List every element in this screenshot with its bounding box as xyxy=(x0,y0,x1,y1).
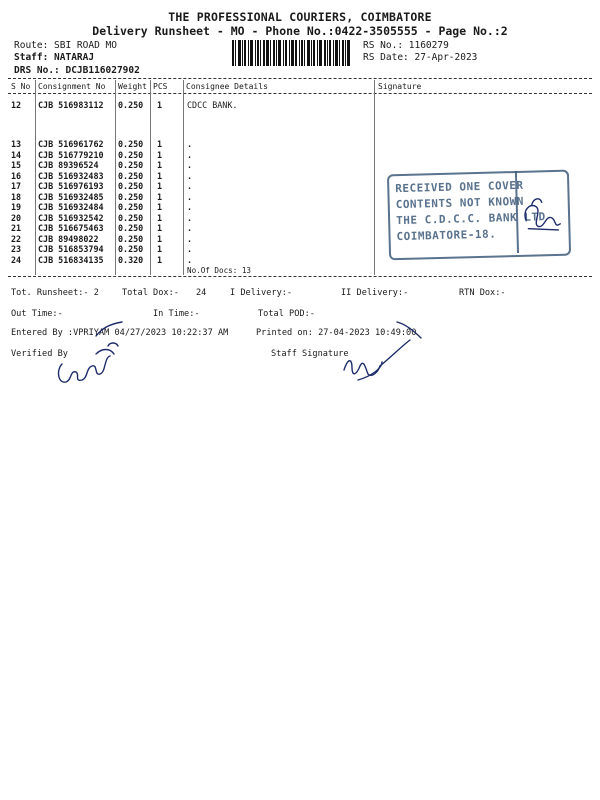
row-consignee: . xyxy=(187,191,193,202)
col-consignment: Consignment No xyxy=(38,82,106,91)
pen-mark-icon xyxy=(92,318,132,340)
row-pcs: 1 xyxy=(157,181,163,191)
row-sno: 13 xyxy=(11,139,22,149)
row-weight: 0.250 xyxy=(118,212,144,223)
table-row xyxy=(0,139,600,149)
row-consignment: CJB 516932485 xyxy=(38,191,104,202)
row-consignment: CJB 89396524 xyxy=(38,160,99,170)
row-pcs: 1 xyxy=(157,160,163,170)
verified-by: Verified By xyxy=(11,349,68,359)
row-weight: 0.320 xyxy=(118,254,144,265)
row-consignee: . xyxy=(187,149,193,160)
row-sno: 22 xyxy=(11,233,22,244)
rtn-dox: RTN Dox:- xyxy=(459,288,506,298)
route-label: Route: SBI ROAD MO xyxy=(14,40,117,51)
total-pod: Total POD:- xyxy=(258,309,315,319)
barcode xyxy=(232,40,356,66)
row-pcs: 1 xyxy=(157,212,163,223)
rs-date: RS Date: 27-Apr-2023 xyxy=(363,52,478,63)
row-weight: 0.250 xyxy=(118,202,144,212)
row-consignment: CJB 516932542 xyxy=(38,212,104,223)
row-consignment: CJB 516983112 xyxy=(38,100,104,110)
col-weight: Weight xyxy=(118,82,147,91)
row-sno: 21 xyxy=(11,223,22,233)
row-weight: 0.250 xyxy=(118,100,144,110)
staff-signature-label: Staff Signature xyxy=(271,349,349,359)
row-consignment: CJB 516834135 xyxy=(38,254,104,265)
row-consignee: . xyxy=(187,254,193,265)
row-pcs: 1 xyxy=(157,170,163,181)
row-sno: 14 xyxy=(11,149,22,160)
row-consignment: CJB 516932483 xyxy=(38,170,104,181)
row-sno: 15 xyxy=(11,160,22,170)
row-weight: 0.250 xyxy=(118,233,144,244)
tot-runsheet: Tot. Runsheet:- 2 xyxy=(11,288,99,298)
row-pcs: 1 xyxy=(157,254,163,265)
pen-mark-icon xyxy=(395,318,425,340)
row-pcs: 1 xyxy=(157,202,163,212)
drs-number: DRS No.: DCJB116027902 xyxy=(14,65,140,76)
row-pcs: 1 xyxy=(157,139,163,149)
rs-number: RS No.: 1160279 xyxy=(363,40,449,51)
row-consignee: . xyxy=(187,170,193,181)
row-sno: 18 xyxy=(11,191,22,202)
col-signature: Signature xyxy=(378,82,422,91)
row-pcs: 1 xyxy=(157,191,163,202)
ii-delivery: II Delivery:- xyxy=(341,288,409,298)
row-consignment: CJB 516779210 xyxy=(38,149,104,160)
row-consignee: . xyxy=(187,160,193,170)
row-consignment: CJB 516976193 xyxy=(38,181,104,191)
row-consignee: . xyxy=(187,223,193,233)
row-consignment: CJB 89498022 xyxy=(38,233,99,244)
bank-receipt-stamp xyxy=(387,170,569,259)
row-weight: 0.250 xyxy=(118,181,144,191)
row-pcs: 1 xyxy=(157,149,163,160)
row-consignment: CJB 516675463 xyxy=(38,223,104,233)
row-consignee: . xyxy=(187,212,193,223)
row-consignment: CJB 516853794 xyxy=(38,244,104,254)
row-sno: 16 xyxy=(11,170,22,181)
row-sno: 19 xyxy=(11,202,22,212)
stamp-signature-icon xyxy=(519,184,564,241)
table-top-rule xyxy=(8,78,592,79)
no-of-docs: No.Of Docs: 13 xyxy=(187,266,252,275)
row-pcs: 1 xyxy=(157,223,163,233)
i-delivery: I Delivery:- xyxy=(230,288,293,298)
in-time: In Time:- xyxy=(153,309,200,319)
row-consignee: . xyxy=(187,139,193,149)
row-sno: 23 xyxy=(11,244,22,254)
printed-on: Printed on: 27-04-2023 10:49:00 xyxy=(256,328,417,338)
row-consignee: . xyxy=(187,181,193,191)
stamp-line-1: RECEIVED ONE COVER xyxy=(395,178,524,196)
row-pcs: 1 xyxy=(157,233,163,244)
company-title: THE PROFESSIONAL COURIERS, COIMBATORE xyxy=(168,10,432,24)
row-consignment: CJB 516932484 xyxy=(38,202,104,212)
stamp-line-2: CONTENTS NOT KNOWN xyxy=(395,194,525,212)
row-weight: 0.250 xyxy=(118,244,144,254)
row-weight: 0.250 xyxy=(118,223,144,233)
entered-by: Entered By :VPRIYAM 04/27/2023 10:22:37 AM xyxy=(11,328,229,338)
row-sno: 24 xyxy=(11,254,22,265)
total-dox-label: Total Dox:- xyxy=(122,288,179,298)
row-sno: 17 xyxy=(11,181,22,191)
row-weight: 0.250 xyxy=(118,191,144,202)
row-consignee: . xyxy=(187,244,193,254)
table-header-rule xyxy=(8,93,592,94)
row-weight: 0.250 xyxy=(118,139,144,149)
row-weight: 0.250 xyxy=(118,170,144,181)
staff-label: Staff: NATARAJ xyxy=(14,52,95,63)
row-consignee: . xyxy=(187,202,193,212)
table-row xyxy=(0,150,600,160)
table-row xyxy=(0,160,600,170)
row-sno: 20 xyxy=(11,212,22,223)
col-consignee: Consignee Details xyxy=(186,82,268,91)
out-time: Out Time:- xyxy=(11,309,63,319)
row-pcs: 1 xyxy=(157,100,163,110)
row-pcs: 1 xyxy=(157,244,163,254)
stamp-line-3: THE C.D.C.C. BANK LTD xyxy=(395,210,546,228)
staff-signature-icon xyxy=(338,336,418,384)
row-consignee: CDCC BANK. xyxy=(187,100,238,110)
row-consignee: . xyxy=(187,233,193,244)
row-weight: 0.250 xyxy=(118,149,144,160)
stamp-line-4: COIMBATORE-18. xyxy=(396,227,497,244)
runsheet-subtitle: Delivery Runsheet - MO - Phone No.:0422-3505555 - Page No.:2 xyxy=(92,24,508,38)
col-pcs: PCS xyxy=(153,82,168,91)
total-dox-value: 24 xyxy=(196,288,207,298)
col-sno: S No xyxy=(11,82,31,91)
table-bottom-rule xyxy=(8,276,592,277)
row-consignment: CJB 516961762 xyxy=(38,139,104,149)
row-weight: 0.250 xyxy=(118,160,144,170)
row-sno: 12 xyxy=(11,100,22,110)
verifier-signature-icon xyxy=(52,340,126,390)
